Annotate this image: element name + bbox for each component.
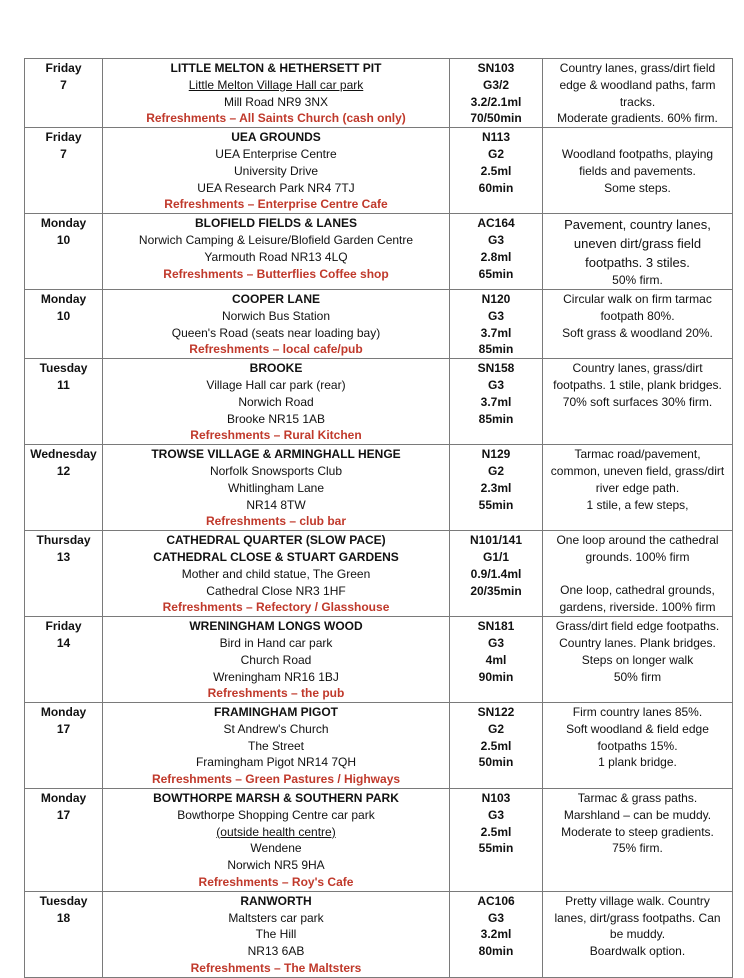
walk-date: 17 (56, 807, 71, 822)
walk-location-line: Whitlingham Lane (227, 480, 325, 495)
walk-description-line: Country lanes, grass/dirt field (559, 61, 716, 75)
walk-day-cell (25, 445, 103, 531)
walk-location-line: Village Hall car park (rear) (206, 377, 346, 392)
walk-ref-code: N103 (481, 791, 511, 806)
walk-description-line: footpath 80%. (600, 308, 675, 323)
walk-day-cell (25, 128, 103, 214)
walk-location-line: Norfolk Snowsports Club (209, 463, 343, 478)
walk-date: 13 (56, 549, 71, 564)
walk-row (25, 703, 733, 789)
walk-description-line: 1 stile, a few steps, (586, 497, 689, 512)
walk-description-line: Country lanes, grass/dirt (572, 361, 703, 376)
walk-title: CATHEDRAL QUARTER (SLOW PACE) (166, 533, 386, 548)
walk-description-line: Boardwalk option. (589, 944, 686, 959)
walk-description-line: common, uneven field, grass/dirt (550, 463, 725, 478)
walk-grade: G3 (487, 377, 504, 392)
walk-day: Wednesday (30, 447, 97, 462)
walk-date: 11 (57, 377, 70, 392)
walk-row (25, 789, 733, 892)
walk-distance: 0.9/1.4ml (470, 566, 522, 581)
walk-description-line: tracks. (619, 94, 656, 109)
walk-location-cell (103, 289, 450, 358)
walk-duration: 70/50min (470, 111, 522, 126)
walk-description-line: Firm country lanes 85%. (572, 705, 703, 720)
walk-row (25, 617, 733, 703)
walk-description-cell (543, 359, 733, 445)
walk-location-line: Church Road (240, 652, 312, 667)
walk-duration: 80min (478, 944, 514, 959)
walk-day: Friday (45, 61, 82, 75)
walk-title: FRAMINGHAM PIGOT (214, 705, 338, 720)
walk-location-cell (103, 891, 450, 977)
walk-duration: 85min (478, 411, 514, 426)
walk-grade: G2 (487, 721, 504, 736)
walk-location-cell (103, 214, 450, 290)
walk-description-line: Pretty village walk. Country (565, 893, 710, 908)
walk-ref-code: SN122 (477, 705, 515, 720)
walk-description-cell (543, 59, 733, 128)
walk-location-line: Norwich Bus Station (221, 308, 331, 323)
walk-location-cell (103, 445, 450, 531)
walk-row (25, 445, 733, 531)
walk-refreshments: Refreshments – the pub (207, 686, 345, 701)
walk-location-cell (103, 531, 450, 617)
walk-description-line: Moderate to steep gradients. (561, 824, 714, 839)
walk-code-cell (450, 359, 543, 445)
walk-grade: G3 (487, 910, 504, 925)
walk-day: Friday (45, 619, 82, 634)
walk-day-cell (25, 214, 103, 290)
walk-description-cell (543, 703, 733, 789)
walk-description-line: Marshland – can be muddy. (563, 807, 712, 822)
walk-day-cell (25, 289, 103, 358)
walk-refreshments: Refreshments – Green Pastures / Highways (151, 772, 401, 787)
walk-description-line: 50% firm (613, 669, 662, 684)
walk-description-line: Steps on longer walk (581, 652, 694, 667)
walk-title: COOPER LANE (231, 291, 320, 306)
walk-title: WRENINGHAM LONGS WOOD (189, 619, 363, 634)
walk-code-cell (450, 789, 543, 892)
walk-ref-code: SN181 (477, 619, 515, 634)
walk-location-cell (103, 789, 450, 892)
walk-location-cell (103, 128, 450, 214)
walk-duration: 90min (478, 669, 514, 684)
walk-description-line: Country lanes. Plank bridges. (559, 635, 716, 650)
walk-day: Tuesday (39, 361, 88, 376)
walk-refreshments: Refreshments – club bar (205, 514, 347, 529)
walk-row (25, 531, 733, 617)
walk-day-cell (25, 703, 103, 789)
walk-description-line: footpaths 15%. (597, 738, 678, 753)
walk-duration: 55min (478, 497, 514, 512)
walk-location-line: Norwich Camping & Leisure/Blofield Garden Centre (138, 232, 414, 247)
walk-description-cell (543, 617, 733, 703)
walk-row (25, 59, 733, 128)
walks-table-body (25, 59, 733, 978)
walk-refreshments: Refreshments – Rural Kitchen (190, 428, 362, 443)
walk-ref-code: N129 (481, 447, 511, 462)
walk-location-cell (103, 703, 450, 789)
walk-ref-code: SN158 (477, 361, 515, 376)
walk-title: UEA GROUNDS (231, 130, 321, 145)
walk-distance: 4ml (485, 652, 507, 667)
walk-day-cell (25, 359, 103, 445)
walk-description-line: Some steps. (604, 180, 671, 195)
walk-duration: 65min (478, 266, 514, 281)
walk-location-line: University Drive (233, 163, 318, 178)
walk-distance: 3.2ml (480, 927, 512, 942)
walk-grade: G3 (487, 232, 504, 247)
walk-duration: 60min (478, 180, 514, 195)
walk-date: 17 (56, 721, 71, 736)
walk-refreshments: Refreshments – The Maltsters (190, 961, 362, 976)
walk-ref-code: AC164 (477, 216, 515, 231)
walk-description-line: lanes, dirt/grass footpaths. Can (554, 910, 721, 925)
walk-day-cell (25, 891, 103, 977)
walk-date: 12 (56, 463, 71, 478)
walk-description-line: fields and pavements. (579, 163, 696, 178)
walk-day: Monday (40, 705, 87, 720)
walk-location-line: Mill Road NR9 3NX (223, 94, 329, 109)
walk-description-cell (543, 289, 733, 358)
walk-description-line: gardens, riverside. 100% firm (559, 599, 716, 614)
walk-day: Friday (45, 130, 82, 145)
walk-description-line: river edge path. (595, 480, 680, 495)
walk-grade: G3 (487, 635, 504, 650)
walk-description-line: footpaths. 1 stile, plank bridges. (553, 377, 722, 392)
walk-location-line: Bowthorpe Shopping Centre car park (177, 807, 375, 822)
walk-distance: 2.5ml (480, 824, 512, 839)
walk-date: 7 (60, 77, 67, 92)
walk-location-line: The Street (247, 738, 305, 753)
walk-duration: 20/35min (470, 583, 522, 598)
walk-description-line: 75% firm. (612, 841, 663, 856)
walk-title: TROWSE VILLAGE & ARMINGHALL HENGE (151, 447, 401, 462)
walk-code-cell (450, 445, 543, 531)
walk-refreshments: Refreshments – Refectory / Glasshouse (162, 600, 390, 615)
walk-date: 7 (60, 146, 67, 161)
walk-description-line (545, 129, 730, 146)
walk-description-cell (543, 891, 733, 977)
walk-grade: G2 (487, 463, 504, 478)
walk-description-line: 50% firm. (612, 273, 663, 288)
walk-row (25, 289, 733, 358)
walk-refreshments: Refreshments – local cafe/pub (189, 342, 363, 357)
walk-location-line: Mother and child statue, The Green (181, 566, 371, 581)
walk-distance: 2.8ml (480, 249, 512, 264)
walk-location-cell (103, 59, 450, 128)
walk-description-line: One loop, cathedral grounds, (560, 582, 715, 597)
walk-location-line: Norwich Road (238, 394, 314, 409)
walk-location-cell (103, 617, 450, 703)
walk-description-line: One loop around the cathedral (556, 533, 719, 548)
walk-grade: G2 (487, 146, 504, 161)
walk-title: BOWTHORPE MARSH & SOUTHERN PARK (153, 791, 399, 806)
walk-description-line: 70% soft surfaces 30% firm. (562, 394, 713, 409)
walk-location-line: NR13 6AB (247, 944, 305, 959)
walk-code-cell (450, 703, 543, 789)
walk-description-line: Soft grass & woodland 20%. (562, 325, 713, 340)
walk-description-line: Soft woodland & field edge (566, 721, 709, 736)
walk-description-cell (543, 789, 733, 892)
walks-table (24, 58, 733, 978)
walk-duration: 50min (478, 755, 514, 770)
walk-date: 18 (56, 910, 71, 925)
walk-description-line: be muddy. (609, 927, 666, 942)
walk-location-cell (103, 359, 450, 445)
walk-refreshments: Refreshments – Butterflies Coffee shop (163, 266, 389, 281)
walk-title: RANWORTH (240, 893, 312, 908)
walk-location-line: NR14 8TW (246, 497, 306, 512)
walk-location-line: Brooke NR15 1AB (226, 411, 326, 426)
walk-description-cell (543, 445, 733, 531)
walk-title: BROOKE (249, 361, 303, 376)
walk-date: 14 (56, 635, 71, 650)
walk-day: Tuesday (39, 893, 88, 908)
walk-title: BLOFIELD FIELDS & LANES (195, 216, 357, 231)
walk-grade: G3/2 (482, 77, 509, 92)
walk-description-line: Circular walk on firm tarmac (563, 291, 712, 306)
walk-row (25, 128, 733, 214)
walk-grade: G1/1 (482, 549, 509, 564)
walk-code-cell (450, 891, 543, 977)
walk-code-cell (450, 617, 543, 703)
walk-ref-code: N120 (481, 291, 511, 306)
walk-grade: G3 (487, 308, 504, 323)
walk-location-line: Wreningham NR16 1BJ (213, 669, 339, 684)
walk-location-line: Yarmouth Road NR13 4LQ (204, 249, 348, 264)
walk-ref-code: SN103 (477, 61, 515, 75)
walk-location-line: Little Melton Village Hall car park (188, 77, 364, 92)
walk-day: Monday (40, 216, 87, 231)
walk-location-line: UEA Enterprise Centre (215, 146, 337, 161)
walk-ref-code: N113 (481, 130, 511, 145)
walk-description-line: Woodland footpaths, playing (561, 146, 714, 161)
walk-refreshments: Refreshments – All Saints Church (cash only) (146, 111, 406, 126)
walk-distance: 3.7ml (480, 325, 512, 340)
walk-day: Monday (40, 791, 87, 806)
walk-row (25, 891, 733, 977)
walk-ref-code: AC106 (477, 893, 515, 908)
walk-location-line: Wendene (250, 841, 302, 856)
walk-location-line: Queen's Road (seats near loading bay) (171, 325, 381, 340)
walk-location-line: UEA Research Park NR4 7TJ (197, 180, 355, 195)
walk-description-line: footpaths. 3 stiles. (585, 255, 690, 271)
walk-location-line: The Hill (255, 927, 297, 942)
walk-description-line: edge & woodland paths, farm (559, 77, 716, 92)
walk-description-line: grounds. 100% firm (585, 549, 690, 564)
walk-day-cell (25, 59, 103, 128)
walk-description-line: Grass/dirt field edge footpaths. (555, 619, 720, 634)
walk-location-line: Maltsters car park (228, 910, 324, 925)
walk-distance: 3.7ml (480, 394, 512, 409)
walk-distance: 2.5ml (480, 163, 512, 178)
walk-description-line: Moderate gradients. 60% firm. (557, 111, 718, 126)
walk-distance: 2.3ml (480, 480, 512, 495)
walk-refreshments: Refreshments – Roy's Cafe (198, 875, 354, 890)
walk-day-cell (25, 617, 103, 703)
walk-date: 10 (56, 232, 71, 247)
walk-description-line: Pavement, country lanes, (564, 217, 711, 233)
walk-code-cell (450, 214, 543, 290)
walk-grade: G3 (487, 807, 504, 822)
walk-distance: 3.2/2.1ml (470, 94, 522, 109)
walk-location-line: St Andrew's Church (223, 721, 329, 736)
walk-description-line: uneven dirt/grass field (573, 236, 702, 252)
walk-day: Monday (40, 291, 87, 306)
walk-day: Thursday (36, 533, 91, 548)
walk-description-cell (543, 531, 733, 617)
walk-code-cell (450, 128, 543, 214)
walk-ref-code: N101/141 (469, 533, 523, 548)
walk-row (25, 359, 733, 445)
walk-duration: 55min (478, 841, 514, 856)
walk-code-cell (450, 289, 543, 358)
walk-description-cell (543, 214, 733, 290)
walk-location-line: Norwich NR5 9HA (227, 858, 325, 873)
walk-code-cell (450, 531, 543, 617)
walk-refreshments: Refreshments – Enterprise Centre Cafe (164, 197, 388, 212)
walk-day-cell (25, 789, 103, 892)
walk-location-line: Cathedral Close NR3 1HF (206, 583, 346, 598)
walk-location-line: (outside health centre) (216, 824, 336, 839)
walk-subtitle: CATHEDRAL CLOSE & STUART GARDENS (153, 549, 399, 564)
walk-code-cell (450, 59, 543, 128)
walk-description-line: Tarmac road/pavement, (574, 447, 701, 462)
walk-date: 10 (56, 308, 71, 323)
walk-distance: 2.5ml (480, 738, 512, 753)
walk-location-line: Framingham Pigot NR14 7QH (195, 755, 357, 770)
walk-day-cell (25, 531, 103, 617)
walk-description-cell (543, 128, 733, 214)
walk-title: LITTLE MELTON & HETHERSETT PIT (170, 61, 382, 75)
walk-row (25, 214, 733, 290)
walk-location-line: Bird in Hand car park (219, 635, 333, 650)
walk-duration: 85min (478, 342, 514, 357)
walk-description-line: 1 plank bridge. (598, 755, 677, 770)
walk-description-line: Tarmac & grass paths. (577, 791, 698, 806)
